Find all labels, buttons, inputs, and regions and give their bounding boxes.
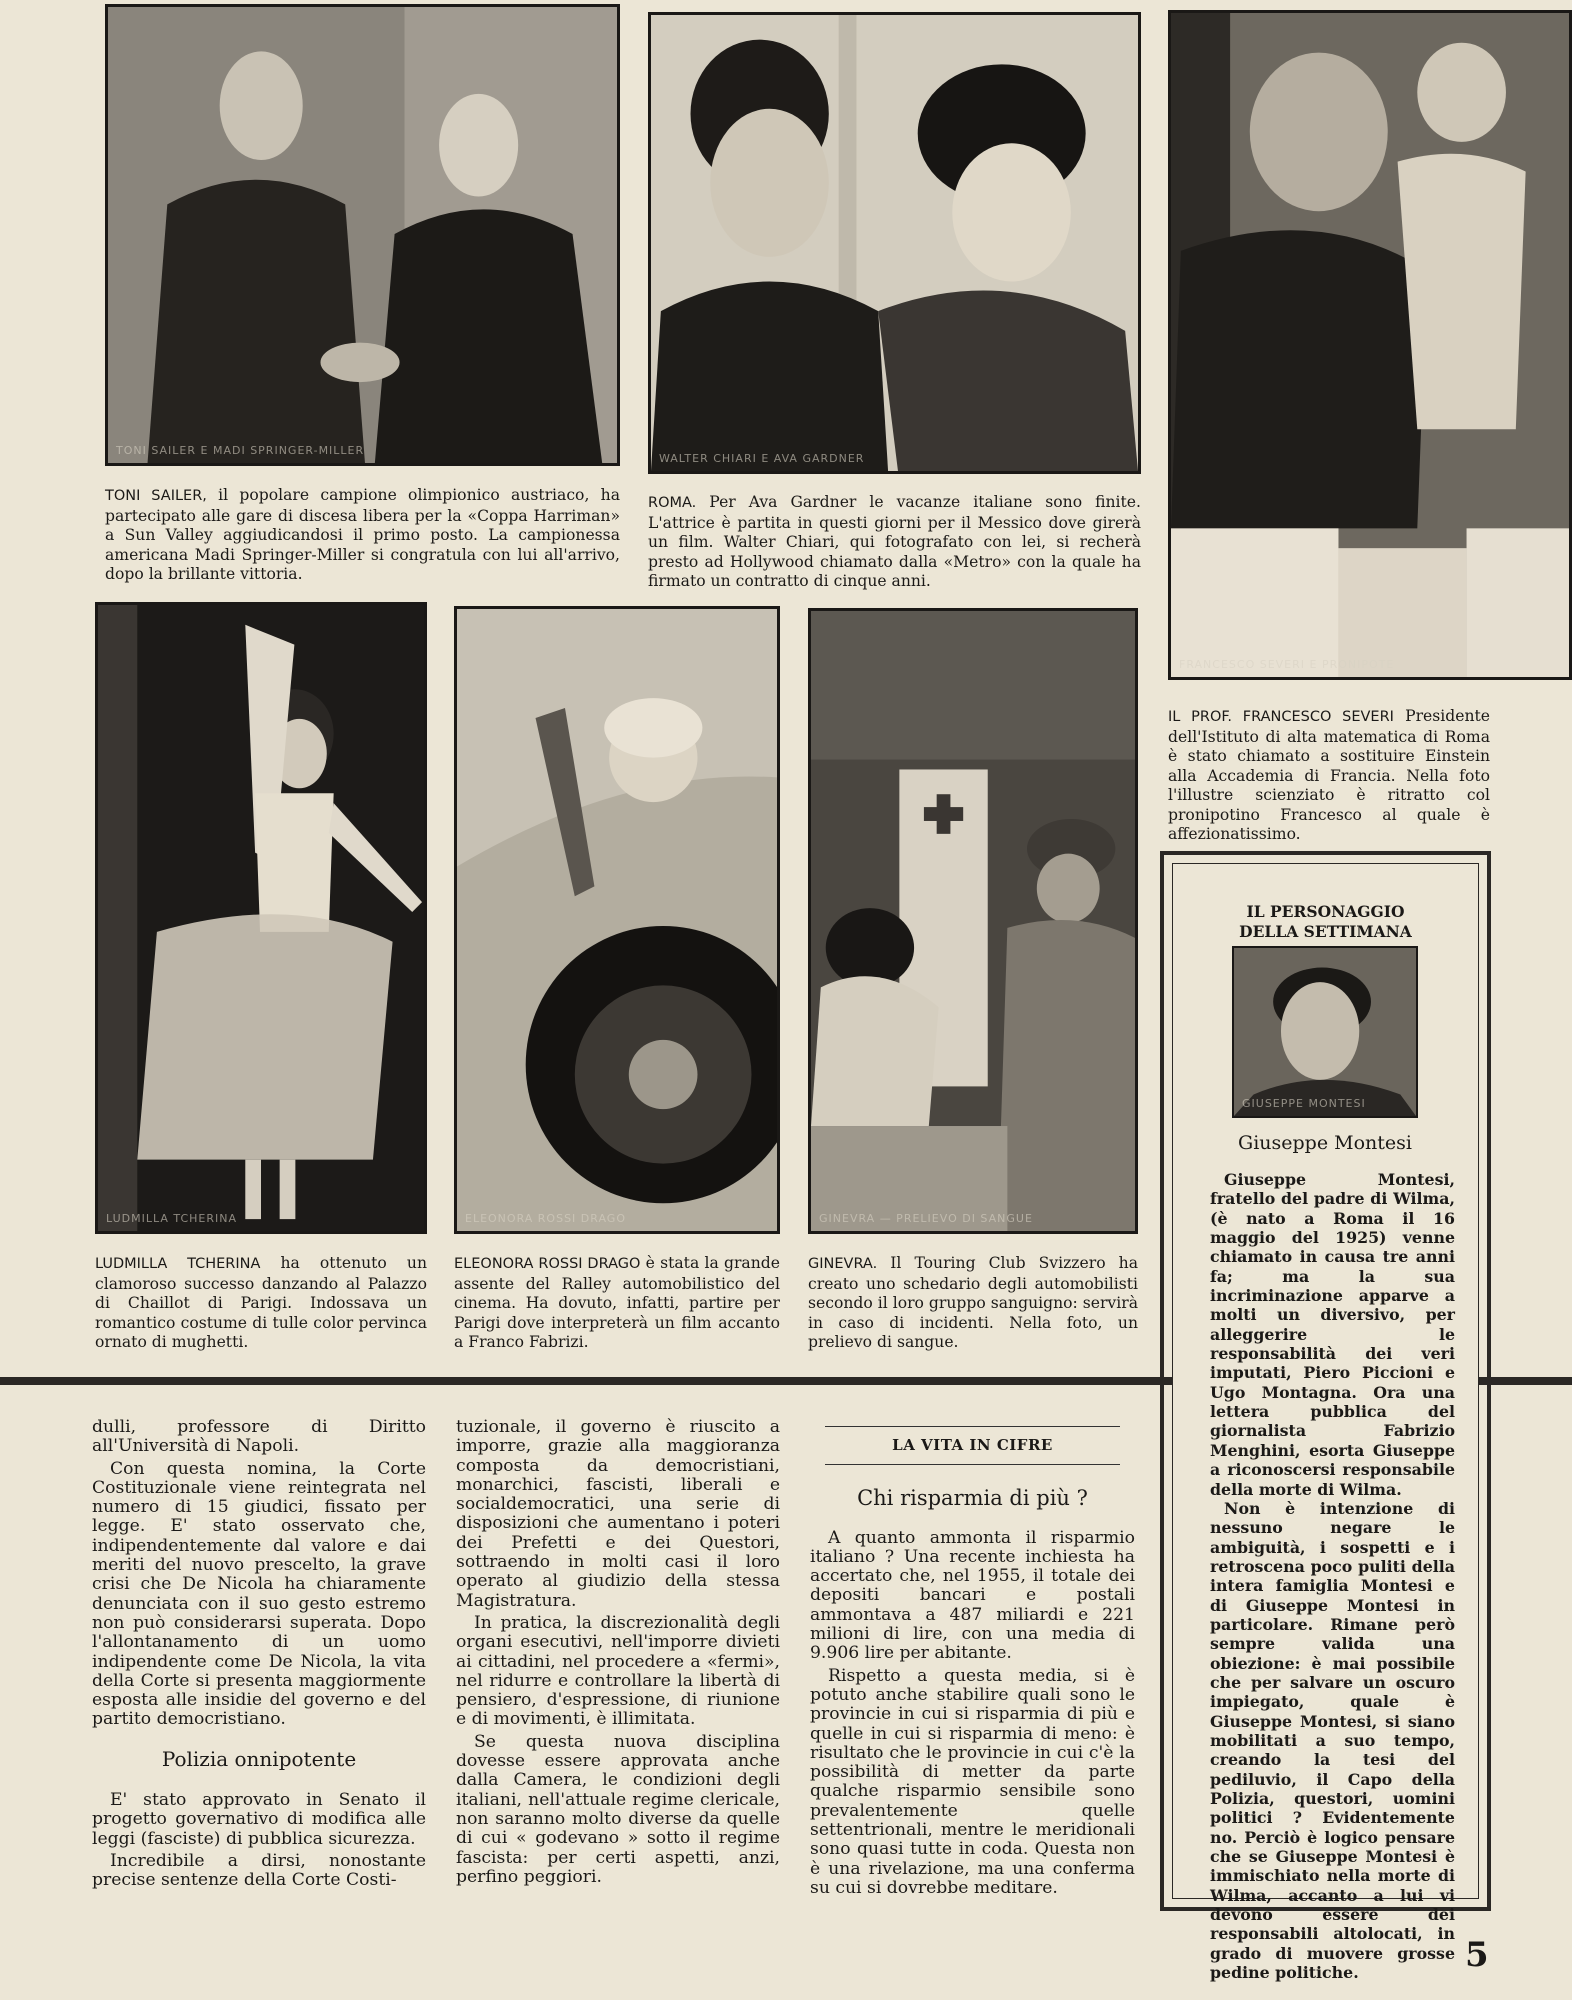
photo-sailer-art [108,7,617,463]
photo-sailer [105,4,620,466]
photo-label: LUDMILLA TCHERINA [106,1212,237,1225]
photo-label: ELEONORA ROSSI DRAGO [465,1212,626,1225]
caption-lead: LUDMILLA TCHERINA [95,1256,261,1272]
photo-rossi-drago-art [457,609,777,1231]
photo-rossi-drago [454,606,780,1234]
caption-lead: ROMA. [648,495,697,511]
caption-text: Per Ava Gardner le vacanze italiane sono finite. L'attrice è partita in questi giorni per il Messico dove girerà un film. Walter Chiari, qui fotografato con lei, si recherà presto ad Hollywood chiamato dalla «Metro» con la quale ha firmato un contratto di cinque anni. [648,493,1141,590]
page-number: 5 [1465,1935,1489,1975]
photo-ginevra-art [811,611,1135,1231]
article-column-1 [92,1418,426,1894]
cifre-heading: Chi risparmia di più ? [857,1486,1088,1511]
caption-lead: IL PROF. FRANCESCO SEVERI [1168,709,1394,725]
caption-text: Il Touring Club Svizzero ha creato uno schedario degli automobilisti secondo il loro gruppo sanguigno: servirà in caso di incidenti. Nella foto, un prelievo di sangue. [808,1254,1138,1351]
caption-lead: TONI SAILER, [105,488,207,504]
article-paragraph: Incredibile a dirsi, nonostante precise sentenze della Corte Costi- [92,1850,426,1891]
article-paragraph: Se questa nuova disciplina dovesse essere approvata anche dalla Camera, le condizioni degli italiani, nell'attuale regime clericale, non saranno molto diverse da quelle di cui « godevano » sotto il regime fascista: per certi aspetti, anzi, perfino peggiori. [456,1731,780,1887]
article-column-2 [456,1418,780,1890]
cifre-paragraph: Rispetto a questa media, si è potuto anche stabilire quali sono le provincie in cui si risparmia di più e quelle in cui si risparmia di meno: è risultato che le provincie in cui c'è la possibilità di metter da parte qualche risparmio sensibile sono prevalentemente quelle settentrionali, mentre le meridionali sono quasi tutte in coda. Questa non è una rivelazione, ma una conferma su cui si dovrebbe meditare. [810,1665,1135,1898]
photo-severi [1168,10,1572,680]
caption-roma [648,493,1141,592]
caption-text: il popolare campione olimpionico austriaco, ha partecipato alle gare di discesa libera per la «Coppa Harriman» a Sun Valley aggiudicandosi il primo posto. La campionessa americana Madi Springer-Miller si congratula con lui all'arrivo, dopo la brillante vittoria. [105,486,620,583]
article-paragraph: E' stato approvato in Senato il progetto governativo di modifica alle leggi (fasciste) di pubblica sicurezza. [92,1790,426,1849]
cifre-paragraph: A quanto ammonta il risparmio italiano ? Una recente inchiesta ha accertato che, nel 1955, il totale dei depositi bancari e postali ammontava a 487 miliardi e 221 milioni di lire, con una media di 9.906 lire per abitante. [810,1527,1135,1664]
caption-ginevra [808,1254,1138,1353]
caption-rossi-drago [454,1254,780,1353]
section-header: LA VITA IN CIFRE [825,1426,1120,1465]
caption-severi [1168,707,1490,845]
photo-tcherina-art [98,605,424,1231]
article-paragraph: dulli, professore di Diritto all'Università di Napoli. [92,1417,426,1457]
personaggio-title-line: IL PERSONAGGIO [1246,902,1405,921]
caption-text: è stata la grande assente del Ralley automobilistico del cinema. Ha dovuto, infatti, partire per Parigi dove interpreterà un film accanto a Franco Fabrizi. [454,1254,780,1351]
photo-label: GINEVRA — PRELIEVO DI SANGUE [819,1212,1033,1225]
personaggio-body [1210,1170,1455,1982]
photo-label: GIUSEPPE MONTESI [1242,1097,1366,1110]
photo-label: WALTER CHIARI E AVA GARDNER [659,452,865,465]
vita-in-cifre [810,1422,1135,1901]
photo-label: FRANCESCO SEVERI E PRONIPOTE [1179,658,1395,671]
portrait-montesi-art [1234,948,1416,1116]
portrait-montesi [1232,946,1418,1118]
article-paragraph: Con questa nomina, la Corte Costituzionale viene reintegrata nel numero di 15 giudici, fissato per legge. E' stato osservato che, indipendentemente dal valore e dai meriti del nuovo prescelto, la grave crisi che De Nicola ha chiaramente denunciata con il suo gesto estremo non può considerarsi superata. Dopo l'allontanamento di un uomo indipendente come De Nicola, la vita della Corte si presenta maggiormente esposta alle insidie del governo e del partito democristiano. [92,1458,426,1730]
personaggio-title-line: DELLA SETTIMANA [1239,922,1412,941]
article-paragraph: In pratica, la discrezionalità degli organi esecutivi, nell'imporre divieti ai cittadini, nel procedere a «fermi», nel ridurre e controllare la libertà di pensiero, d'espressione, di riunione e di movimenti, è illimitata. [456,1612,780,1730]
caption-sailer [105,486,620,585]
caption-lead: GINEVRA. [808,1256,878,1272]
photo-gardner-chiari [648,12,1141,474]
photo-label: TONI SAILER E MADI SPRINGER-MILLER [116,444,365,457]
personaggio-paragraph: Giuseppe Montesi, fratello del padre di Wilma, (è nato a Roma il 16 maggio del 1925) venne chiamato in causa tre anni fa; ma la sua incriminazione apparve a molti un diversivo, per alleggerire le responsabilità dei veri imputati, Piero Piccioni e Ugo Montagna. Ora una lettera pubblica del giornalista Fabrizio Menghini, esorta Giuseppe a riconoscersi responsabile della morte di Wilma. [1210,1170,1455,1499]
article-subheading: Polizia onnipotente [161,1746,357,1771]
photo-severi-art [1171,13,1569,677]
photo-ginevra [808,608,1138,1234]
article-paragraph: tuzionale, il governo è riuscito a imporre, grazie alla maggioranza composta da democristiani, monarchici, fascisti, liberali e socialdemocratici, una serie di disposizioni che aumentano i poteri dei Prefetti e dei Questori, sottraendo in molti casi il loro operato al giudizio della stessa Magistratura. [456,1417,780,1611]
caption-tcherina [95,1254,427,1353]
photo-tcherina [95,602,427,1234]
personaggio-paragraph: Non è intenzione di nessuno negare le ambiguità, i sospetti e i retroscena poco puliti della intera famiglia Montesi e di Giuseppe Montesi in particolare. Rimane però sempre valida una obiezione: è mai possibile che per salvare un oscuro impiegato, quale è Giuseppe Montesi, si siano mobilitati a suo tempo, creando la tesi del pediluvio, il Capo della Polizia, questori, uomini politici ? Evidentemente no. Perciò è logico pensare che se Giuseppe Montesi è immischiato nella morte di Wilma, accanto a lui vi devono essere dei responsabili altolocati, in grado di muovere grosse pedine politiche. [1210,1498,1455,1983]
personaggio-name: Giuseppe Montesi [1238,1132,1412,1154]
caption-text: Presidente dell'Istituto di alta matematica di Roma è stato chiamato a sostituire Einstein alla Accademia di Francia. Nella foto l'illustre scienziato è ritratto col pronipotino Francesco al quale è affezionatissimo. [1168,707,1490,843]
caption-text: ha ottenuto un clamoroso successo danzando al Palazzo di Chaillot di Parigi. Indossava un romantico costume di tulle color pervinca ornato di mughetti. [95,1254,427,1351]
personaggio-title [1173,902,1478,942]
caption-lead: ELEONORA ROSSI DRAGO [454,1256,641,1272]
photo-gardner-art [651,15,1138,471]
